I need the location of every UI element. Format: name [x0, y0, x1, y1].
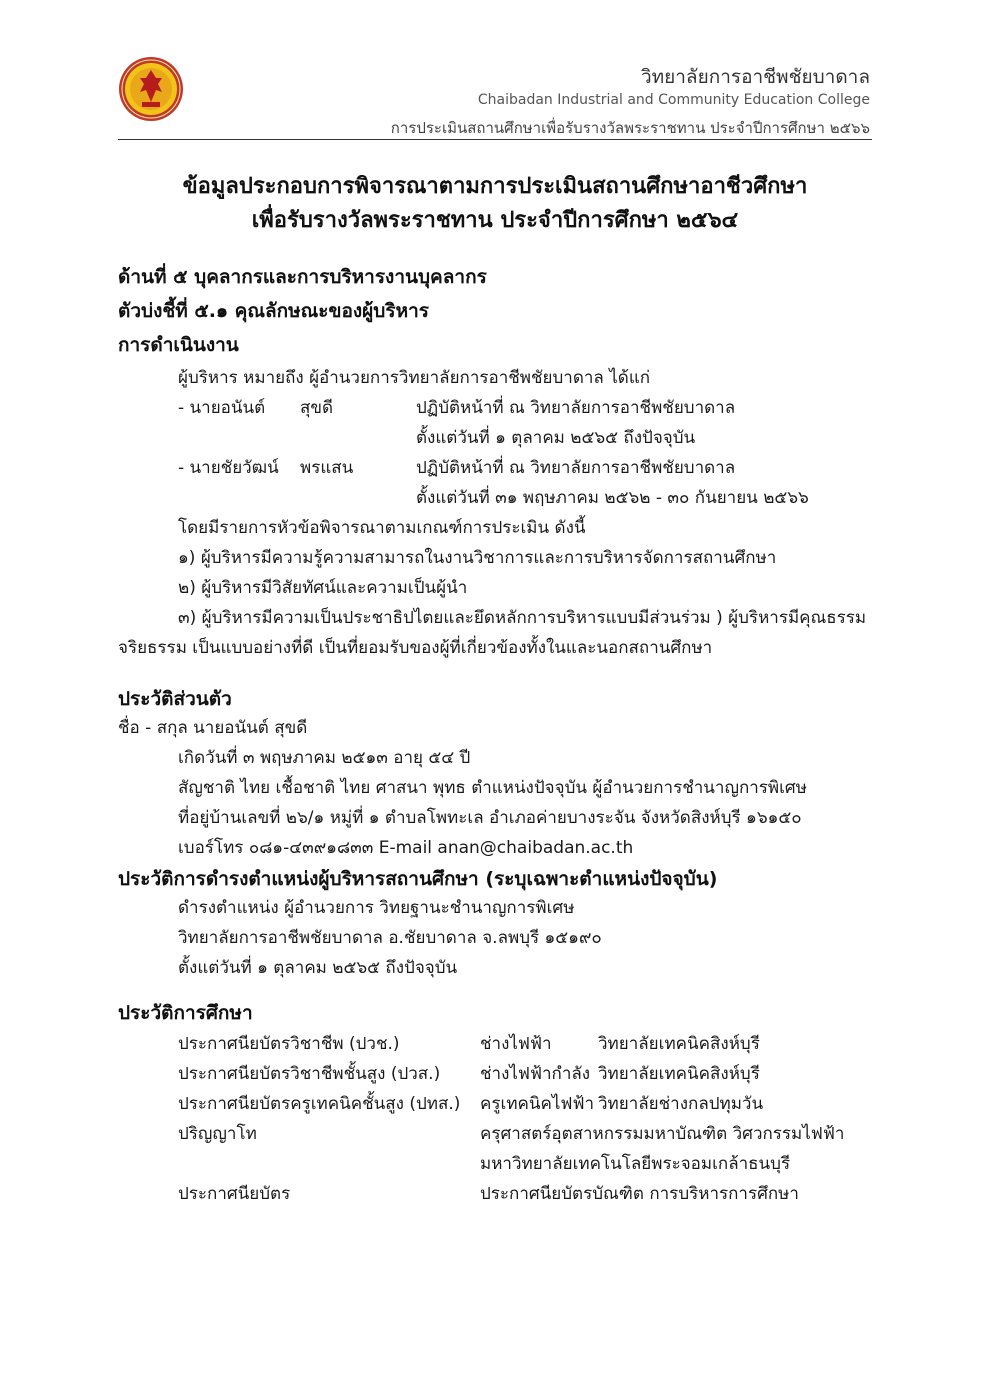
edu-major: ช่างไฟฟ้า [480, 1034, 552, 1054]
admin2-duty: ปฏิบัติหน้าที่ ณ วิทยาลัยการอาชีพชัยบาดาล [416, 458, 736, 478]
profile-address: ที่อยู่บ้านเลขที่ ๒๖/๑ หมู่ที่ ๑ ตำบลโพทะเล อำเภอค่ายบางระจัน จังหวัดสิงห์บุรี ๑๖๑๕๐ [178, 808, 802, 828]
edu-degree: ประกาศนียบัตรวิชาชีพชั้นสูง (ปวส.) [178, 1064, 441, 1084]
admin1-duty: ปฏิบัติหน้าที่ ณ วิทยาลัยการอาชีพชัยบาดาล [416, 398, 736, 418]
header-divider [118, 139, 872, 140]
edu-school: วิทยาลัยเทคนิคสิงห์บุรี [598, 1064, 760, 1084]
criteria-item-3: ๓) ผู้บริหารมีความเป็นประชาธิปไตยและยึดหลักการบริหารแบบมีส่วนร่วม ) ผู้บริหารมีคุณธรรม [178, 608, 867, 628]
edu-master-line-2: มหาวิทยาลัยเทคโนโลยีพระจอมเกล้าธนบุรี [480, 1154, 791, 1174]
document-title-line1: ข้อมูลประกอบการพิจารณาตามการประเมินสถานศึกษาอาชีวศึกษา [182, 174, 808, 199]
profile-born: เกิดวันที่ ๓ พฤษภาคม ๒๕๑๓ อายุ ๕๔ ปี [178, 748, 471, 768]
document-title-line2: เพื่อรับรางวัลพระราชทาน ประจำปีการศึกษา ๒๕๖๔ [251, 208, 739, 233]
header-subtitle: การประเมินสถานศึกษาเพื่อรับรางวัลพระราชทาน ประจำปีการศึกษา ๒๕๖๖ [390, 119, 870, 137]
edu-master-degree: ปริญญาโท [178, 1124, 257, 1144]
college-logo [118, 56, 184, 122]
criteria-item-3-cont: จริยธรรม เป็นแบบอย่างที่ดี เป็นที่ยอมรับของผู้ที่เกี่ยวข้องทั้งในและนอกสถานศึกษา [118, 638, 713, 658]
edu-master-line-1: ครุศาสตร์อุตสาหกรรมมหาบัณฑิต วิศวกรรมไฟฟ้า [480, 1124, 845, 1144]
profile-heading: ประวัติส่วนตัว [118, 688, 232, 710]
edu-major: ครูเทคนิคไฟฟ้า [480, 1094, 595, 1114]
criteria-item-1: ๑) ผู้บริหารมีความรู้ความสามารถในงานวิชาการและการบริหารจัดการสถานศึกษา [178, 548, 777, 568]
edu-degree: ประกาศนียบัตรวิชาชีพ (ปวช.) [178, 1034, 400, 1054]
edu-cert-degree: ประกาศนียบัตร [178, 1184, 291, 1204]
edu-degree: ประกาศนียบัตรครูเทคนิคชั้นสูง (ปทส.) [178, 1094, 461, 1114]
position-heading: ประวัติการดำรงตำแหน่งผู้บริหารสถานศึกษา (ระบุเฉพาะตำแหน่งปัจจุบัน) [118, 868, 718, 890]
college-name-thai: วิทยาลัยการอาชีพชัยบาดาล [640, 66, 870, 88]
college-name-english: Chaibadan Industrial and Community Education College [477, 92, 870, 108]
criteria-item-2: ๒) ผู้บริหารมีวิสัยทัศน์และความเป็นผู้นำ [178, 578, 468, 598]
admin1-surname: สุขดี [300, 398, 334, 418]
aspect-heading: ด้านที่ ๕ บุคลากรและการบริหารงานบุคลากร [118, 266, 487, 288]
operation-heading: การดำเนินงาน [118, 334, 239, 356]
admin2-surname: พรแสน [300, 458, 354, 478]
admin2-name: - นายชัยวัฒน์ [178, 458, 279, 478]
position-line-2: วิทยาลัยการอาชีพชัยบาดาล อ.ชัยบาดาล จ.ลพบุรี ๑๕๑๙๐ [178, 928, 602, 948]
profile-nationality: สัญชาติ ไทย เชื้อชาติ ไทย ศาสนา พุทธ ตำแหน่งปัจจุบัน ผู้อำนวยการชำนาญการพิเศษ [178, 778, 807, 798]
admin2-since: ตั้งแต่วันที่ ๓๑ พฤษภาคม ๒๕๖๒ - ๓๐ กันยายน ๒๕๖๖ [416, 488, 809, 508]
education-heading: ประวัติการศึกษา [118, 1002, 253, 1024]
indicator-heading: ตัวบ่งชี้ที่ ๕.๑ คุณลักษณะของผู้บริหาร [118, 300, 429, 322]
position-line-3: ตั้งแต่วันที่ ๑ ตุลาคม ๒๕๖๕ ถึงปัจจุบัน [178, 958, 458, 978]
admin1-name: - นายอนันต์ [178, 398, 266, 418]
position-line-1: ดำรงตำแหน่ง ผู้อำนวยการ วิทยฐานะชำนาญการพิเศษ [178, 898, 575, 918]
profile-name: ชื่อ - สกุล นายอนันต์ สุขดี [118, 718, 308, 738]
criteria-intro: โดยมีรายการหัวข้อพิจารณาตามเกณฑ์การประเมิน ดังนี้ [178, 518, 586, 538]
admin1-since: ตั้งแต่วันที่ ๑ ตุลาคม ๒๕๖๕ ถึงปัจจุบัน [416, 428, 696, 448]
edu-school: วิทยาลัยเทคนิคสิงห์บุรี [598, 1034, 760, 1054]
admin-intro: ผู้บริหาร หมายถึง ผู้อำนวยการวิทยาลัยการอาชีพชัยบาดาล ได้แก่ [178, 368, 651, 388]
edu-cert-line-1: ประกาศนียบัตรบัณฑิต การบริหารการศึกษา [480, 1184, 799, 1204]
edu-major: ช่างไฟฟ้ากำลัง [480, 1064, 591, 1084]
profile-contact: เบอร์โทร ๐๘๑-๔๓๙๑๘๓๓ E-mail anan@chaibadan.ac.th [178, 838, 634, 858]
edu-school: วิทยาลัยช่างกลปทุมวัน [598, 1094, 764, 1114]
